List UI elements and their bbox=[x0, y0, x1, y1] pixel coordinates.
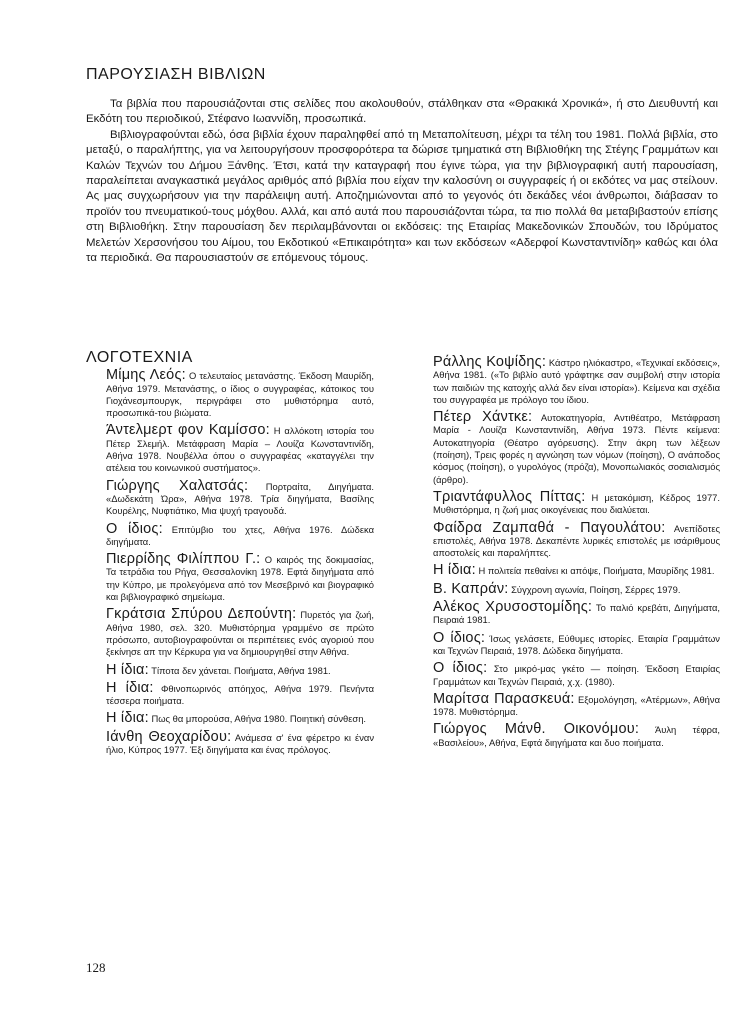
book-entry bbox=[86, 520, 374, 549]
book-entry bbox=[86, 608, 374, 658]
book-entry bbox=[86, 712, 374, 725]
entry-description: Πορτραίτα, Διηγήματα. «Δωδεκάτη Ώρα», Αθήνα 1978. Τρία διηγήματα, Βασίλης Κουρέλης, Νυφτιάτικο, Μια ψυχή τραγουδά. bbox=[106, 480, 374, 517]
entry-description: Ο καιρός της δοκιμασίας, Τα τετράδια του Ρήγα, Θεσσαλονίκη 1978. Εφτά διηγήματα από την Κύπρο, με προλεγόμενα από τον Μεσεβρινό και βιογραφικό και βιβλιογραφικό σημείωμα. bbox=[106, 554, 375, 603]
book-entry bbox=[413, 690, 721, 719]
book-entry bbox=[413, 519, 721, 560]
entry-description: Στο μικρό-μας γκέτο — ποίηση. Έκδοση Εταιρίας Γραμμάτων και Τεχνών Πειραιά, χ.χ. (1980). bbox=[433, 663, 721, 687]
entry-author: Β. Καπράν: bbox=[433, 580, 509, 597]
entry-description: Επιτύμβιο του χτες, Αθήνα 1976. Δώδεκα διηγήματα. bbox=[106, 523, 374, 547]
entry-author: Μαρίτσα Παρασκευά: bbox=[433, 690, 575, 707]
entry-author: Η ίδια: bbox=[433, 562, 476, 579]
entry-author: Ο ίδιος: bbox=[106, 520, 163, 537]
book-entry bbox=[86, 728, 375, 757]
entry-description: Πυρετός για ζωή, Αθήνα 1980, σελ. 320. Μυθιστόρημα γραμμένο σε πρώτο πρόσωπο, αυτοβιογραφούνται οι περιπέτειες ενός αγοριού που ξεκίνησε απ την Κέρκυρα για να δημιουργηθεί στην Αθήνα. bbox=[106, 609, 374, 658]
entry-author: Τριαντάφυλλος Πίττας: bbox=[433, 488, 586, 505]
book-entry bbox=[413, 356, 720, 406]
entry-description: Τίποτα δεν χάνεται. Ποιήματα, Αθήνα 1981. bbox=[151, 664, 331, 676]
entry-author: Αλέκος Χρυσοστομίδης: bbox=[433, 599, 593, 616]
entry-author: Ράλλης Κοψίδης: bbox=[433, 354, 547, 370]
entry-author: Η ίδια: bbox=[106, 661, 149, 678]
left-entry-list bbox=[86, 369, 374, 756]
entry-author: Πέτερ Χάντκε: bbox=[433, 409, 533, 426]
entry-description: Η αλλόκοτη ιστορία του Πέτερ Σλεμήλ. Μετάφραση Μαρία – Λουίζα Κωνσταντινίδη, Αθήνα 1978. Νουβέλλα όπου ο συγγραφέας «καταγγέλει την ατέλεια του κοινωνικού συστήματος». bbox=[106, 425, 374, 474]
book-entry bbox=[413, 662, 720, 688]
right-entry-list bbox=[413, 356, 720, 749]
entry-description: Ο τελευταίος μετανάστης. Έκδοση Μαυρίδη, Αθήνα 1979. Μετανάστης, ο ίδιος ο συγγραφέας, κάτοικος του Γιοχάνεσμπουργκ, περιγράφει στο μυθιστόρημα αυτό, προσωπικά-του βιώματα. bbox=[106, 370, 374, 419]
book-entry bbox=[413, 601, 720, 627]
entry-description: Ίσως γελάσετε, Εύθυμες ιστορίες. Εταιρία Γραμμάτων και Τεχνών Πειραιά, 1978. Δώδεκα διηγήματα. bbox=[433, 632, 720, 656]
book-entry bbox=[413, 411, 720, 486]
entry-description: Η πολιτεία πεθαίνει κι απόψε, Ποιήματα, Μαυρίδης 1981. bbox=[478, 565, 715, 577]
book-entry bbox=[413, 723, 720, 749]
intro-paragraph: Τα βιβλία που παρουσιάζονται στις σελίδες που ακολουθούν, στάλθηκαν στα «Θρακικά Χρονικά», ή στο Διευθυντή και Εκδότη του περιοδικού, Στέφανο Ιωαννίδη, προσωπικά. bbox=[86, 98, 718, 126]
entry-author: Γκράτσια Σπύρου Δεπούντη: bbox=[106, 606, 297, 623]
entry-author: Γιώργης Χαλατσάς: bbox=[106, 477, 249, 494]
entry-description: Φθινοπωρινός απόηχος, Αθήνα 1979. Πενήντα τέσσερα ποιήματα. bbox=[106, 682, 374, 707]
book-entry bbox=[413, 564, 720, 577]
entry-author: Ιάνθη Θεοχαρίδου: bbox=[106, 728, 232, 745]
entry-description: Εξομολόγηση, «Ατέρμων», Αθήνα 1978. Μυθιστόρημα. bbox=[433, 693, 721, 718]
page-title: ΠΑΡΟΥΣΙΑΣΗ ΒΙΒΛΙΩΝ bbox=[86, 66, 266, 83]
book-entry bbox=[86, 553, 374, 603]
entry-author: Μίμης Λεός: bbox=[106, 367, 186, 384]
entry-description: Ανάμεσα σ' ένα φέρετρο κι έναν ήλιο, Κύπρος 1977. Έξι διηγήματα και ένας πρόλογος. bbox=[106, 731, 375, 756]
page-number: 128 bbox=[86, 960, 106, 975]
entry-author: Ο ίδιος: bbox=[433, 629, 486, 646]
intro-text bbox=[86, 97, 718, 266]
book-entry bbox=[86, 424, 374, 474]
entry-author: Ο ίδιος: bbox=[433, 660, 488, 677]
entry-description: Άυλη τέφρα, «Βασιλείου», Αθήνα, Εφτά διηγήματα και δυο ποιήματα. bbox=[433, 724, 721, 748]
entry-description: Η μετακόμιση, Κέδρος 1977. Μυθιστόρημα, η ζωή μιας οικογένειας που διαλύεται. bbox=[433, 491, 720, 516]
book-entry bbox=[413, 580, 720, 597]
entry-description: Ανεπίδοτες επιστολές, Αθήνα 1978. Δεκαπέντε λυρικές επιστολές με ισάριθμους αποστολείς και παραλήπτες. bbox=[433, 522, 721, 559]
right-column bbox=[413, 356, 720, 754]
book-entry bbox=[413, 488, 720, 517]
entry-description: Σύγχρονη αγωνία, Ποίηση, Σέρρες 1979. bbox=[511, 583, 681, 595]
entry-author: Άντελμερτ φον Καμίσσο: bbox=[106, 422, 270, 439]
book-entry bbox=[413, 629, 720, 658]
section-title: ΛΟΓΟΤΕΧΝΙΑ bbox=[86, 349, 193, 366]
intro-paragraph: Βιβλιογραφούνται εδώ, όσα βιβλία έχουν παραληφθεί από τη Μεταπολίτευση, μέχρι τα τέλη του 1981. Πολλά βιβλία, στο μεταξύ, ο παραλήπτης, για να λειτουργήσουν προσφορότερα τα δώρισε τμηματικά στη Βιβλιοθήκη της Στέγης Γραμμάτων και Καλών Τεχνών του Δήμου Ξάνθης. Έτσι, κατά την καταγραφή που έγινε τώρα, για την βιβλιογραφική αυτή παρουσίαση, παραλείπεται αναγκαστικά μεγάλος αριθμός από βιβλία που είχαν την καλοσύνη οι συγγραφείς ή οι εκδότες να μας στείλουν. Ας μας συγχωρήσουν για την παράλειψη αυτή. Αποζημιώνονται από το γεγονός ότι δεκάδες νέοι άνθρωποι, διάβασαν το προϊόν του πνευματικού-τους μόχθου. Αλλά, και από αυτά που παρουσιάζονται τώρα, τα πιο πολλά θα μεταβιβαστούν επίσης στη Βιβλιοθήκη. Στην παρουσίαση δεν περιλαμβάνονται οι εκδόσεις: της Εταιρίας Μακεδονικών Σπουδών, του Ιδρύματος Μελετών Χερσονήσου του Αίμου, του Εκδοτικού «Επικαιρότητα» και των εκδόσεων «Αδερφοί Κωνσταντινίδη» καθώς και όλα τα περιοδικά. Θα παρουσιαστούν σε επόμενους τόμους. bbox=[86, 128, 718, 265]
entry-author: Φαίδρα Ζαμπαθά - Παγουλάτου: bbox=[433, 519, 666, 536]
left-column bbox=[86, 349, 375, 761]
entry-author: Πιερρίδης Φιλίππου Γ.: bbox=[106, 551, 261, 568]
book-entry bbox=[86, 477, 374, 518]
entry-author: Η ίδια: bbox=[106, 710, 149, 727]
entry-description: Κάστρο ηλιόκαστρο, «Τεχνικαί εκδόσεις», Αθήνα 1981. («Το βιβλίο αυτό γράφτηκε σαν συμβολή στην ιστορία των παιδιών της κατοχής αλλά δεν είναι ιστορία»). Κείμενα και σχέδια του συγγραφέα με πρόλογο του ίδιου. bbox=[433, 357, 721, 405]
entry-description: Το παλιό κρεβάτι, Διηγήματα, Πειραιά 1981. bbox=[433, 602, 721, 626]
entry-author: Γιώργος Μάνθ. Οικονόμου: bbox=[433, 721, 640, 738]
entry-description: Πως θα μπορούσα, Αθήνα 1980. Ποιητική σύνθεση. bbox=[151, 713, 367, 725]
entry-author: Η ίδια: bbox=[106, 679, 154, 696]
book-entry bbox=[86, 369, 374, 419]
book-entry bbox=[86, 679, 374, 708]
entry-description: Αυτοκατηγορία, Αντιθέατρο, Μετάφραση Μαρία - Λουίζα Κωνσταντινίδη, Αθήνα 1973. Πέντε κείμενα: Αυτοκατηγορία (Θέατρο αγόρευσης). Στην άκρη των λέξεων (ποίηση), Τρεις φορές η αγνώηση των νόμων (ποίηση), Ο ανάποδος κόσμος (ποίηση), ο γυρολόγος (πρόζα), Μονοπωλιακός σοσιαλισμός (άρθρο). bbox=[433, 412, 721, 485]
book-entry bbox=[86, 661, 374, 678]
